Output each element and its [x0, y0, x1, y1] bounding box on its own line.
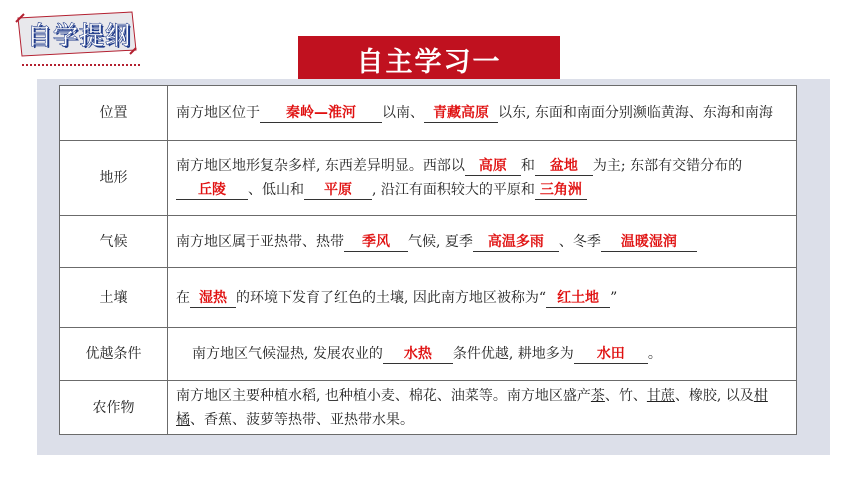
answer-blank	[546, 289, 610, 308]
answer-text: 秦岭—淮河	[286, 105, 356, 121]
answer-text: 青藏高原	[433, 105, 489, 121]
row-label-terrain: 地形	[60, 141, 168, 216]
text-segment: 条件优越, 耕地多为	[452, 346, 574, 362]
text-segment: 为主; 东部有交错分布的	[592, 158, 743, 174]
text-segment: 、橡胶, 以及	[674, 387, 754, 404]
underlined-term: 甘蔗	[646, 387, 675, 404]
answer-blank	[473, 233, 559, 252]
row-label-crops: 农作物	[60, 381, 168, 435]
row-content-crops	[168, 381, 797, 435]
answer-text: 丘陵	[198, 182, 226, 198]
row-label-soil: 土壤	[60, 268, 168, 328]
row-content-location	[168, 86, 797, 141]
answer-blank	[465, 157, 521, 176]
text-segment: 南方地区位于	[176, 105, 260, 121]
answer-blank	[383, 345, 453, 364]
answer-blank	[190, 289, 236, 308]
text-segment: ”	[610, 289, 618, 306]
answer-blank	[601, 233, 697, 252]
outline-table	[59, 85, 797, 435]
answer-blank	[574, 345, 648, 364]
row-label-location: 位置	[60, 86, 168, 141]
text-segment: 以东, 东面和南面分别濒临黄海、东海和南海	[498, 105, 773, 121]
row-content-terrain	[168, 141, 797, 216]
answer-text: 温暖湿润	[620, 233, 677, 250]
table-row	[60, 381, 797, 435]
answer-blank	[304, 181, 372, 200]
answer-text: 平原	[324, 182, 352, 198]
row-content-climate	[168, 216, 797, 268]
row-content-advantage	[168, 328, 797, 381]
text-segment: 。	[647, 346, 662, 362]
answer-blank	[535, 157, 593, 176]
answer-text: 高原	[478, 158, 507, 174]
answer-text: 水热	[403, 346, 432, 362]
answer-text: 三角洲	[539, 182, 582, 198]
text-segment: 、冬季	[558, 233, 601, 250]
table-row	[60, 141, 797, 216]
text-segment: 在	[176, 289, 190, 306]
text-segment: 和	[520, 158, 535, 174]
row-label-advantage: 优越条件	[60, 328, 168, 381]
answer-text: 水田	[596, 346, 625, 362]
table-row	[60, 328, 797, 381]
answer-blank	[260, 104, 382, 123]
text-segment: 以南、	[382, 105, 424, 121]
text-segment: 、低山和	[248, 182, 304, 198]
answer-text: 盆地	[549, 158, 578, 174]
section-badge	[14, 10, 138, 58]
page-title: 自主学习一	[298, 36, 560, 82]
table-row	[60, 86, 797, 141]
text-segment: , 沿江有面积较大的平原和	[372, 182, 535, 198]
badge-text: 自学提纲	[26, 21, 131, 50]
text-segment: 气候, 夏季	[408, 233, 473, 250]
table-row	[60, 216, 797, 268]
answer-blank	[176, 181, 248, 200]
text-segment: 、竹、	[604, 387, 647, 404]
answer-text: 红土地	[557, 289, 600, 306]
answer-blank	[344, 233, 408, 252]
underlined-term: 柑橘	[176, 387, 768, 428]
dotted-divider	[22, 64, 140, 66]
answer-text: 高温多雨	[487, 233, 544, 250]
text-segment: 、香蕉、菠萝等热带、亚热带水果。	[190, 411, 414, 428]
text-segment: 的环境下发育了红色的土壤, 因此南方地区被称为“	[236, 289, 547, 306]
underlined-term: 茶	[590, 387, 605, 404]
text-segment: 南方地区主要种植水稻, 也种植小麦、棉花、油菜等。南方地区盛产	[176, 387, 591, 404]
text-segment: 南方地区地形复杂多样, 东西差异明显。西部以	[176, 158, 465, 174]
answer-text: 季风	[362, 233, 390, 250]
text-segment: 南方地区属于亚热带、热带	[176, 233, 344, 250]
row-content-soil	[168, 268, 797, 328]
answer-blank	[535, 181, 587, 200]
row-label-climate: 气候	[60, 216, 168, 268]
answer-blank	[424, 104, 498, 123]
answer-text: 湿热	[199, 289, 227, 306]
table-row	[60, 268, 797, 328]
text-segment: 南方地区气候湿热, 发展农业的	[192, 346, 383, 362]
